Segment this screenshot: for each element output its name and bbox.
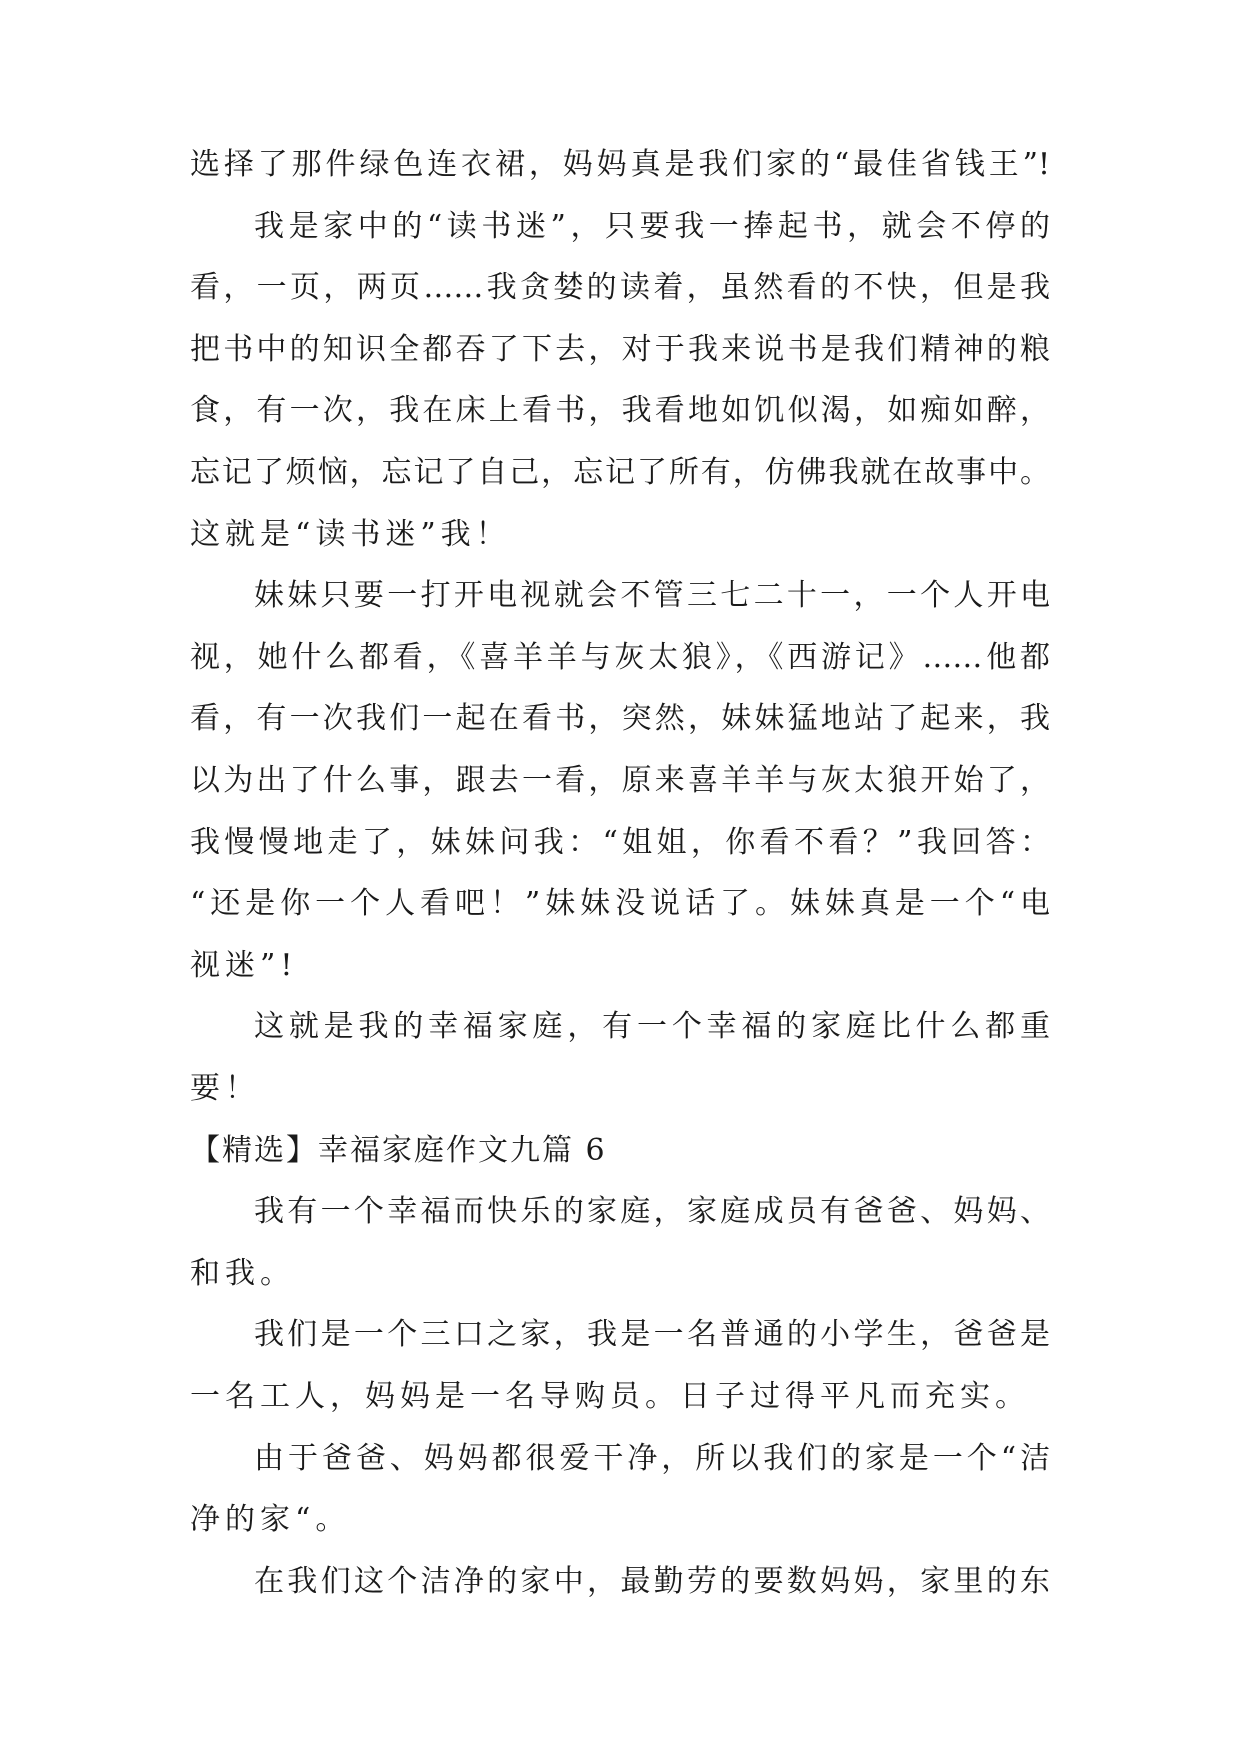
text-line: 选择了那件绿色连衣裙，妈妈真是我们家的“最佳省钱王”! (190, 147, 1050, 182)
text-line: 在我们这个洁净的家中，最勤劳的要数妈妈，家里的东 (254, 1564, 1050, 1599)
section-heading: 【精选】幸福家庭作文九篇 6 (190, 1133, 607, 1168)
text-line: “还是你一个人看吧！”妹妹没说话了。妹妹真是一个“电 (190, 886, 1050, 921)
text-line: 我们是一个三口之家，我是一名普通的小学生，爸爸是 (254, 1317, 1050, 1352)
text-line: 妹妹只要一打开电视就会不管三七二十一，一个人开电 (254, 578, 1050, 613)
text-line: 净的家“。 (190, 1502, 351, 1537)
text-line: 要！ (190, 1071, 260, 1106)
text-line: 看，一页，两页……我贪婪的读着，虽然看的不快，但是我 (190, 270, 1050, 305)
text-line: 这就是我的幸福家庭，有一个幸福的家庭比什么都重 (254, 1009, 1050, 1044)
text-line: 我有一个幸福而快乐的家庭，家庭成员有爸爸、妈妈、 (254, 1194, 1050, 1229)
text-line: 看，有一次我们一起在看书，突然，妹妹猛地站了起来，我 (190, 701, 1050, 736)
text-line: 视迷”! (190, 948, 298, 983)
text-line: 忘记了烦恼，忘记了自己，忘记了所有，仿佛我就在故事中。 (190, 455, 1050, 490)
text-line: 和我。 (190, 1256, 295, 1291)
text-line: 由于爸爸、妈妈都很爱干净，所以我们的家是一个“洁 (254, 1441, 1050, 1476)
text-line: 以为出了什么事，跟去一看，原来喜羊羊与灰太狼开始了， (190, 763, 1050, 798)
text-line: 这就是“读书迷”我！ (190, 517, 511, 552)
text-line: 我是家中的“读书迷”，只要我一捧起书，就会不停的 (254, 209, 1050, 244)
text-line: 一名工人，妈妈是一名导购员。日子过得平凡而充实。 (190, 1379, 1030, 1414)
text-line: 把书中的知识全都吞了下去，对于我来说书是我们精神的粮 (190, 332, 1050, 367)
text-line: 视，她什么都看，《喜羊羊与灰太狼》，《西游记》……他都 (190, 640, 1050, 675)
text-line: 食，有一次，我在床上看书，我看地如饥似渴，如痴如醉， (190, 393, 1050, 428)
text-line: 我慢慢地走了，妹妹问我：“姐姐，你看不看？”我回答： (190, 825, 1050, 860)
